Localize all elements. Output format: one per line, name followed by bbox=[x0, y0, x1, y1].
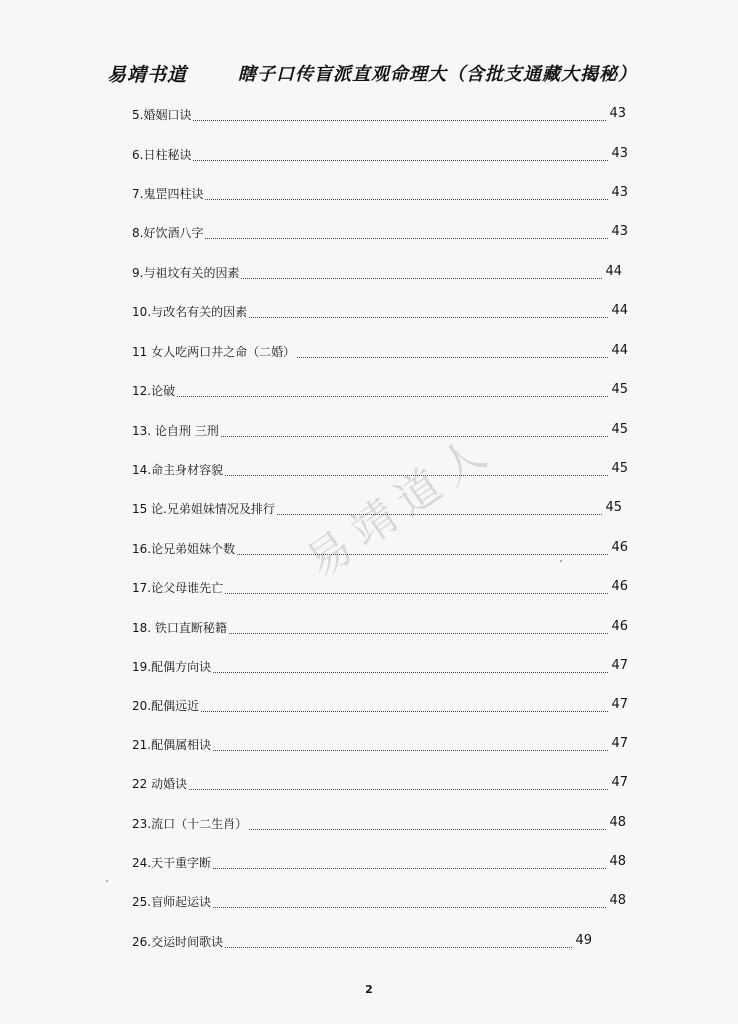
dot-leader bbox=[132, 120, 626, 121]
toc-entry-label: 26.交运时间歌诀 bbox=[132, 935, 224, 949]
toc-entry-label: 8.好饮酒八字 bbox=[132, 226, 204, 240]
toc-entry-label: 12.论破 bbox=[132, 384, 176, 398]
toc-entry-page: 45 bbox=[611, 422, 628, 437]
toc-entry bbox=[132, 854, 626, 876]
dot-leader bbox=[132, 789, 628, 790]
toc-entry bbox=[132, 697, 628, 719]
page-number: 2 bbox=[365, 983, 373, 996]
toc-entry-page: 45 bbox=[611, 461, 628, 476]
toc-entry-page: 47 bbox=[611, 775, 628, 790]
scan-speck bbox=[106, 880, 108, 882]
header-title: 瞎子口传盲派直观命理大（含批支通藏大揭秘） bbox=[238, 64, 637, 85]
toc-entry-label: 14.命主身材容貌 bbox=[132, 463, 224, 477]
dot-leader bbox=[132, 160, 628, 161]
watermark: 易靖道人 bbox=[297, 422, 504, 589]
toc-entry-label: 11 女人吃两口井之命（二婚） bbox=[132, 345, 296, 359]
toc-entry-label: 22 动婚诀 bbox=[132, 777, 188, 791]
toc-entry-label: 9.与祖坟有关的因素 bbox=[132, 266, 240, 280]
toc-entry-page: 45 bbox=[611, 382, 628, 397]
toc-entry-page: 44 bbox=[611, 343, 628, 358]
toc-entry bbox=[132, 658, 628, 680]
scan-speck bbox=[560, 560, 562, 562]
dot-leader bbox=[132, 711, 628, 712]
toc-entry-label: 17.论父母谁先亡 bbox=[132, 581, 224, 595]
toc-entry bbox=[132, 106, 626, 128]
toc-entry-label: 23.流口（十二生肖） bbox=[132, 817, 248, 831]
toc-entry-page: 46 bbox=[611, 579, 628, 594]
toc-entry-page: 47 bbox=[611, 697, 628, 712]
dot-leader bbox=[132, 199, 628, 200]
toc-entry bbox=[132, 579, 628, 601]
toc-entry bbox=[132, 461, 628, 483]
toc-entry-label: 25.盲师起运诀 bbox=[132, 895, 212, 909]
toc-entry-page: 44 bbox=[605, 264, 622, 279]
toc-entry bbox=[132, 815, 626, 837]
toc-entry-page: 46 bbox=[611, 540, 628, 555]
toc-entry-page: 49 bbox=[575, 933, 592, 948]
toc-entry-page: 43 bbox=[611, 224, 628, 239]
toc-entry-page: 43 bbox=[611, 185, 628, 200]
toc-entry-page: 48 bbox=[609, 854, 626, 869]
page-header bbox=[0, 52, 738, 92]
toc-entry-label: 10.与改名有关的因素 bbox=[132, 305, 248, 319]
toc-entry bbox=[132, 775, 628, 797]
toc-entry-page: 47 bbox=[611, 736, 628, 751]
toc-entry-page: 45 bbox=[605, 500, 622, 515]
toc-entry-label: 20.配偶远近 bbox=[132, 699, 200, 713]
toc-entry bbox=[132, 540, 628, 562]
toc-entry-page: 48 bbox=[609, 815, 626, 830]
toc-entry bbox=[132, 224, 628, 246]
toc-entry-label: 21.配偶属相诀 bbox=[132, 738, 212, 752]
toc-entry-page: 43 bbox=[611, 146, 628, 161]
toc-entry-label: 5.婚姻口诀 bbox=[132, 108, 192, 122]
toc-entry bbox=[132, 736, 628, 758]
dot-leader bbox=[132, 396, 628, 397]
dot-leader bbox=[132, 238, 628, 239]
toc-entry bbox=[132, 500, 622, 522]
toc-entry-label: 6.日柱秘诀 bbox=[132, 148, 192, 162]
toc-entry-page: 47 bbox=[611, 658, 628, 673]
toc-entry bbox=[132, 382, 628, 404]
toc-entry bbox=[132, 185, 628, 207]
toc-entry-page: 48 bbox=[609, 893, 626, 908]
toc-entry bbox=[132, 264, 622, 286]
toc-entry-label: 7.鬼罡四柱诀 bbox=[132, 187, 204, 201]
toc-entry-label: 19.配偶方向诀 bbox=[132, 660, 212, 674]
toc-entry-label: 24.天干重字断 bbox=[132, 856, 212, 870]
toc-entry-label: 15 论.兄弟姐妹情况及排行 bbox=[132, 502, 275, 516]
toc-entry bbox=[132, 343, 628, 365]
toc-entry-page: 44 bbox=[611, 303, 628, 318]
toc-entry-label: 16.论兄弟姐妹个数 bbox=[132, 542, 236, 556]
toc-entry bbox=[132, 933, 592, 955]
toc-entry bbox=[132, 422, 628, 444]
toc-entry-page: 43 bbox=[609, 106, 626, 121]
header-brand: 易靖书道 bbox=[107, 64, 188, 86]
toc-entry bbox=[132, 146, 628, 168]
toc-entry bbox=[132, 303, 628, 325]
toc-entry-label: 13. 论自刑 三刑 bbox=[132, 424, 219, 438]
toc-entry-label: 18. 铁口直断秘籍 bbox=[132, 621, 227, 635]
toc-entry bbox=[132, 619, 628, 641]
toc-entry-page: 46 bbox=[611, 619, 628, 634]
toc-entry bbox=[132, 893, 626, 915]
